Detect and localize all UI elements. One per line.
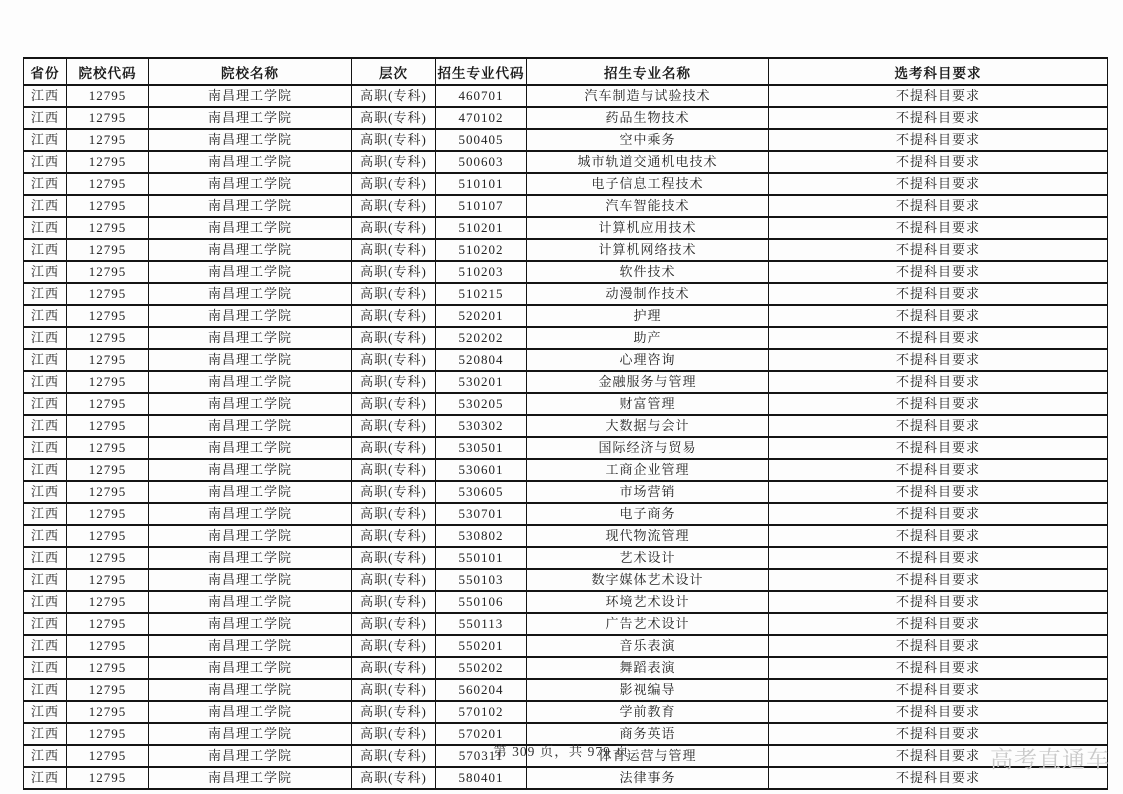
cell-province: 江西 bbox=[24, 371, 67, 393]
cell-province: 江西 bbox=[24, 195, 67, 217]
cell-major-name: 音乐表演 bbox=[527, 635, 769, 657]
table-row bbox=[24, 503, 1108, 525]
cell-major-code: 560204 bbox=[436, 679, 527, 701]
cell-province: 江西 bbox=[24, 393, 67, 415]
cell-college-name: 南昌理工学院 bbox=[149, 481, 352, 503]
cell-college-code: 12795 bbox=[67, 679, 149, 701]
cell-level: 高职(专科) bbox=[352, 129, 436, 151]
table-row bbox=[24, 305, 1108, 327]
cell-college-code: 12795 bbox=[67, 767, 149, 789]
table-row bbox=[24, 261, 1108, 283]
cell-province: 江西 bbox=[24, 635, 67, 657]
cell-level: 高职(专科) bbox=[352, 437, 436, 459]
cell-college-name: 南昌理工学院 bbox=[149, 459, 352, 481]
column-header-level: 层次 bbox=[352, 58, 436, 85]
cell-major-name: 广告艺术设计 bbox=[527, 613, 769, 635]
cell-college-code: 12795 bbox=[67, 745, 149, 767]
cell-major-name: 软件技术 bbox=[527, 261, 769, 283]
cell-major-name: 市场营销 bbox=[527, 481, 769, 503]
table-row bbox=[24, 393, 1108, 415]
cell-major-name: 助产 bbox=[527, 327, 769, 349]
cell-college-name: 南昌理工学院 bbox=[149, 173, 352, 195]
cell-subject-requirement: 不提科目要求 bbox=[769, 129, 1108, 151]
cell-college-name: 南昌理工学院 bbox=[149, 371, 352, 393]
cell-subject-requirement: 不提科目要求 bbox=[769, 635, 1108, 657]
cell-college-code: 12795 bbox=[67, 437, 149, 459]
table-row bbox=[24, 85, 1108, 107]
cell-college-name: 南昌理工学院 bbox=[149, 195, 352, 217]
cell-college-name: 南昌理工学院 bbox=[149, 723, 352, 745]
cell-level: 高职(专科) bbox=[352, 723, 436, 745]
cell-subject-requirement: 不提科目要求 bbox=[769, 393, 1108, 415]
cell-major-code: 470102 bbox=[436, 107, 527, 129]
cell-major-code: 570102 bbox=[436, 701, 527, 723]
cell-level: 高职(专科) bbox=[352, 393, 436, 415]
table-row bbox=[24, 415, 1108, 437]
admissions-table bbox=[23, 57, 1108, 790]
cell-college-code: 12795 bbox=[67, 393, 149, 415]
cell-major-code: 510203 bbox=[436, 261, 527, 283]
cell-major-name: 空中乘务 bbox=[527, 129, 769, 151]
cell-level: 高职(专科) bbox=[352, 261, 436, 283]
cell-college-name: 南昌理工学院 bbox=[149, 635, 352, 657]
cell-college-code: 12795 bbox=[67, 613, 149, 635]
column-header-major-code: 招生专业代码 bbox=[436, 58, 527, 85]
cell-province: 江西 bbox=[24, 85, 67, 107]
table-row bbox=[24, 129, 1108, 151]
cell-level: 高职(专科) bbox=[352, 745, 436, 767]
cell-major-name: 计算机应用技术 bbox=[527, 217, 769, 239]
cell-college-name: 南昌理工学院 bbox=[149, 701, 352, 723]
table-row bbox=[24, 657, 1108, 679]
cell-province: 江西 bbox=[24, 327, 67, 349]
cell-level: 高职(专科) bbox=[352, 459, 436, 481]
table-row bbox=[24, 525, 1108, 547]
cell-province: 江西 bbox=[24, 657, 67, 679]
cell-level: 高职(专科) bbox=[352, 239, 436, 261]
cell-college-code: 12795 bbox=[67, 173, 149, 195]
cell-college-code: 12795 bbox=[67, 635, 149, 657]
cell-college-name: 南昌理工学院 bbox=[149, 657, 352, 679]
cell-major-name: 工商企业管理 bbox=[527, 459, 769, 481]
cell-subject-requirement: 不提科目要求 bbox=[769, 723, 1108, 745]
cell-subject-requirement: 不提科目要求 bbox=[769, 481, 1108, 503]
cell-level: 高职(专科) bbox=[352, 415, 436, 437]
cell-college-code: 12795 bbox=[67, 371, 149, 393]
cell-subject-requirement: 不提科目要求 bbox=[769, 503, 1108, 525]
cell-college-name: 南昌理工学院 bbox=[149, 327, 352, 349]
cell-major-code: 500603 bbox=[436, 151, 527, 173]
table-row bbox=[24, 591, 1108, 613]
cell-province: 江西 bbox=[24, 261, 67, 283]
cell-college-code: 12795 bbox=[67, 151, 149, 173]
cell-college-code: 12795 bbox=[67, 657, 149, 679]
table-row bbox=[24, 371, 1108, 393]
cell-major-code: 510202 bbox=[436, 239, 527, 261]
cell-major-code: 550106 bbox=[436, 591, 527, 613]
table-row bbox=[24, 701, 1108, 723]
cell-major-code: 550113 bbox=[436, 613, 527, 635]
cell-major-code: 550202 bbox=[436, 657, 527, 679]
cell-subject-requirement: 不提科目要求 bbox=[769, 349, 1108, 371]
cell-province: 江西 bbox=[24, 217, 67, 239]
cell-major-name: 法律事务 bbox=[527, 767, 769, 789]
cell-college-code: 12795 bbox=[67, 547, 149, 569]
cell-level: 高职(专科) bbox=[352, 767, 436, 789]
cell-major-code: 550103 bbox=[436, 569, 527, 591]
cell-major-name: 财富管理 bbox=[527, 393, 769, 415]
cell-major-code: 530605 bbox=[436, 481, 527, 503]
cell-major-code: 510201 bbox=[436, 217, 527, 239]
cell-level: 高职(专科) bbox=[352, 569, 436, 591]
cell-major-name: 舞蹈表演 bbox=[527, 657, 769, 679]
cell-province: 江西 bbox=[24, 415, 67, 437]
cell-major-name: 商务英语 bbox=[527, 723, 769, 745]
cell-college-name: 南昌理工学院 bbox=[149, 415, 352, 437]
cell-major-code: 530701 bbox=[436, 503, 527, 525]
cell-college-name: 南昌理工学院 bbox=[149, 547, 352, 569]
cell-subject-requirement: 不提科目要求 bbox=[769, 591, 1108, 613]
cell-college-code: 12795 bbox=[67, 569, 149, 591]
cell-major-code: 500405 bbox=[436, 129, 527, 151]
cell-level: 高职(专科) bbox=[352, 371, 436, 393]
column-header-college-name: 院校名称 bbox=[149, 58, 352, 85]
cell-subject-requirement: 不提科目要求 bbox=[769, 701, 1108, 723]
cell-major-code: 530201 bbox=[436, 371, 527, 393]
cell-province: 江西 bbox=[24, 481, 67, 503]
cell-major-code: 510215 bbox=[436, 283, 527, 305]
cell-major-name: 汽车制造与试验技术 bbox=[527, 85, 769, 107]
cell-college-name: 南昌理工学院 bbox=[149, 85, 352, 107]
cell-college-code: 12795 bbox=[67, 701, 149, 723]
cell-major-name: 影视编导 bbox=[527, 679, 769, 701]
cell-major-code: 520804 bbox=[436, 349, 527, 371]
cell-province: 江西 bbox=[24, 173, 67, 195]
cell-major-name: 艺术设计 bbox=[527, 547, 769, 569]
column-header-province: 省份 bbox=[24, 58, 67, 85]
cell-college-code: 12795 bbox=[67, 327, 149, 349]
cell-major-name: 学前教育 bbox=[527, 701, 769, 723]
table-row bbox=[24, 481, 1108, 503]
cell-college-name: 南昌理工学院 bbox=[149, 239, 352, 261]
cell-province: 江西 bbox=[24, 613, 67, 635]
cell-province: 江西 bbox=[24, 437, 67, 459]
cell-college-name: 南昌理工学院 bbox=[149, 217, 352, 239]
cell-level: 高职(专科) bbox=[352, 657, 436, 679]
cell-subject-requirement: 不提科目要求 bbox=[769, 415, 1108, 437]
cell-subject-requirement: 不提科目要求 bbox=[769, 151, 1108, 173]
cell-subject-requirement: 不提科目要求 bbox=[769, 679, 1108, 701]
cell-level: 高职(专科) bbox=[352, 547, 436, 569]
cell-subject-requirement: 不提科目要求 bbox=[769, 85, 1108, 107]
cell-college-code: 12795 bbox=[67, 349, 149, 371]
cell-major-code: 460701 bbox=[436, 85, 527, 107]
cell-province: 江西 bbox=[24, 679, 67, 701]
cell-college-name: 南昌理工学院 bbox=[149, 393, 352, 415]
cell-college-name: 南昌理工学院 bbox=[149, 767, 352, 789]
cell-level: 高职(专科) bbox=[352, 349, 436, 371]
cell-college-code: 12795 bbox=[67, 503, 149, 525]
cell-major-name: 数字媒体艺术设计 bbox=[527, 569, 769, 591]
cell-major-name: 大数据与会计 bbox=[527, 415, 769, 437]
cell-level: 高职(专科) bbox=[352, 173, 436, 195]
cell-level: 高职(专科) bbox=[352, 679, 436, 701]
cell-province: 江西 bbox=[24, 569, 67, 591]
cell-major-name: 汽车智能技术 bbox=[527, 195, 769, 217]
cell-major-name: 环境艺术设计 bbox=[527, 591, 769, 613]
table-row bbox=[24, 547, 1108, 569]
cell-level: 高职(专科) bbox=[352, 613, 436, 635]
cell-college-name: 南昌理工学院 bbox=[149, 525, 352, 547]
cell-subject-requirement: 不提科目要求 bbox=[769, 239, 1108, 261]
cell-subject-requirement: 不提科目要求 bbox=[769, 305, 1108, 327]
cell-subject-requirement: 不提科目要求 bbox=[769, 613, 1108, 635]
cell-subject-requirement: 不提科目要求 bbox=[769, 437, 1108, 459]
cell-major-code: 510101 bbox=[436, 173, 527, 195]
cell-subject-requirement: 不提科目要求 bbox=[769, 459, 1108, 481]
cell-subject-requirement: 不提科目要求 bbox=[769, 283, 1108, 305]
cell-province: 江西 bbox=[24, 459, 67, 481]
cell-level: 高职(专科) bbox=[352, 481, 436, 503]
cell-major-name: 城市轨道交通机电技术 bbox=[527, 151, 769, 173]
table-body bbox=[24, 85, 1108, 789]
cell-subject-requirement: 不提科目要求 bbox=[769, 547, 1108, 569]
table-row bbox=[24, 327, 1108, 349]
cell-province: 江西 bbox=[24, 283, 67, 305]
cell-province: 江西 bbox=[24, 503, 67, 525]
cell-level: 高职(专科) bbox=[352, 327, 436, 349]
cell-major-name: 电子商务 bbox=[527, 503, 769, 525]
cell-province: 江西 bbox=[24, 701, 67, 723]
cell-level: 高职(专科) bbox=[352, 283, 436, 305]
cell-college-name: 南昌理工学院 bbox=[149, 283, 352, 305]
cell-major-code: 570311 bbox=[436, 745, 527, 767]
cell-subject-requirement: 不提科目要求 bbox=[769, 327, 1108, 349]
cell-college-name: 南昌理工学院 bbox=[149, 151, 352, 173]
table-row bbox=[24, 569, 1108, 591]
cell-college-code: 12795 bbox=[67, 305, 149, 327]
cell-college-code: 12795 bbox=[67, 481, 149, 503]
cell-college-code: 12795 bbox=[67, 261, 149, 283]
page-indicator: 第 309 页，共 979 页 bbox=[493, 744, 630, 759]
cell-subject-requirement: 不提科目要求 bbox=[769, 261, 1108, 283]
cell-college-code: 12795 bbox=[67, 591, 149, 613]
cell-province: 江西 bbox=[24, 591, 67, 613]
cell-level: 高职(专科) bbox=[352, 85, 436, 107]
cell-major-code: 530205 bbox=[436, 393, 527, 415]
cell-major-name: 计算机网络技术 bbox=[527, 239, 769, 261]
cell-subject-requirement: 不提科目要求 bbox=[769, 767, 1108, 789]
cell-college-name: 南昌理工学院 bbox=[149, 569, 352, 591]
cell-province: 江西 bbox=[24, 151, 67, 173]
cell-level: 高职(专科) bbox=[352, 635, 436, 657]
cell-subject-requirement: 不提科目要求 bbox=[769, 745, 1108, 767]
cell-level: 高职(专科) bbox=[352, 305, 436, 327]
cell-level: 高职(专科) bbox=[352, 701, 436, 723]
cell-level: 高职(专科) bbox=[352, 591, 436, 613]
cell-college-name: 南昌理工学院 bbox=[149, 261, 352, 283]
cell-college-name: 南昌理工学院 bbox=[149, 437, 352, 459]
table-row bbox=[24, 107, 1108, 129]
cell-college-code: 12795 bbox=[67, 459, 149, 481]
cell-major-code: 510107 bbox=[436, 195, 527, 217]
cell-college-code: 12795 bbox=[67, 415, 149, 437]
table-row bbox=[24, 217, 1108, 239]
cell-major-code: 580401 bbox=[436, 767, 527, 789]
cell-college-name: 南昌理工学院 bbox=[149, 745, 352, 767]
cell-level: 高职(专科) bbox=[352, 217, 436, 239]
cell-college-code: 12795 bbox=[67, 723, 149, 745]
watermark: 高考直通车 bbox=[990, 747, 1110, 772]
cell-major-code: 530802 bbox=[436, 525, 527, 547]
cell-province: 江西 bbox=[24, 349, 67, 371]
cell-college-name: 南昌理工学院 bbox=[149, 129, 352, 151]
column-header-subject-requirement: 选考科目要求 bbox=[769, 58, 1108, 85]
cell-major-name: 国际经济与贸易 bbox=[527, 437, 769, 459]
cell-major-code: 550101 bbox=[436, 547, 527, 569]
cell-major-code: 530302 bbox=[436, 415, 527, 437]
cell-level: 高职(专科) bbox=[352, 151, 436, 173]
cell-major-code: 550201 bbox=[436, 635, 527, 657]
cell-province: 江西 bbox=[24, 525, 67, 547]
cell-college-code: 12795 bbox=[67, 85, 149, 107]
table-row bbox=[24, 151, 1108, 173]
cell-subject-requirement: 不提科目要求 bbox=[769, 107, 1108, 129]
cell-major-name: 药品生物技术 bbox=[527, 107, 769, 129]
cell-college-name: 南昌理工学院 bbox=[149, 349, 352, 371]
table-row bbox=[24, 635, 1108, 657]
cell-province: 江西 bbox=[24, 129, 67, 151]
cell-subject-requirement: 不提科目要求 bbox=[769, 173, 1108, 195]
cell-level: 高职(专科) bbox=[352, 503, 436, 525]
cell-college-name: 南昌理工学院 bbox=[149, 503, 352, 525]
table-row bbox=[24, 239, 1108, 261]
cell-level: 高职(专科) bbox=[352, 107, 436, 129]
table-row bbox=[24, 195, 1108, 217]
cell-major-code: 530501 bbox=[436, 437, 527, 459]
cell-college-code: 12795 bbox=[67, 525, 149, 547]
cell-college-name: 南昌理工学院 bbox=[149, 591, 352, 613]
cell-major-code: 570201 bbox=[436, 723, 527, 745]
cell-college-code: 12795 bbox=[67, 239, 149, 261]
cell-subject-requirement: 不提科目要求 bbox=[769, 217, 1108, 239]
table-row bbox=[24, 437, 1108, 459]
cell-college-name: 南昌理工学院 bbox=[149, 107, 352, 129]
cell-province: 江西 bbox=[24, 239, 67, 261]
cell-college-name: 南昌理工学院 bbox=[149, 613, 352, 635]
cell-major-name: 心理咨询 bbox=[527, 349, 769, 371]
cell-major-name: 电子信息工程技术 bbox=[527, 173, 769, 195]
cell-subject-requirement: 不提科目要求 bbox=[769, 195, 1108, 217]
table-row bbox=[24, 679, 1108, 701]
cell-province: 江西 bbox=[24, 107, 67, 129]
cell-province: 江西 bbox=[24, 767, 67, 789]
cell-major-name: 动漫制作技术 bbox=[527, 283, 769, 305]
cell-college-code: 12795 bbox=[67, 107, 149, 129]
cell-level: 高职(专科) bbox=[352, 525, 436, 547]
cell-major-code: 530601 bbox=[436, 459, 527, 481]
cell-college-code: 12795 bbox=[67, 195, 149, 217]
cell-subject-requirement: 不提科目要求 bbox=[769, 657, 1108, 679]
table-row bbox=[24, 349, 1108, 371]
cell-subject-requirement: 不提科目要求 bbox=[769, 371, 1108, 393]
cell-major-name: 金融服务与管理 bbox=[527, 371, 769, 393]
cell-subject-requirement: 不提科目要求 bbox=[769, 525, 1108, 547]
cell-major-name: 体育运营与管理 bbox=[527, 745, 769, 767]
cell-college-code: 12795 bbox=[67, 129, 149, 151]
cell-college-name: 南昌理工学院 bbox=[149, 305, 352, 327]
cell-major-name: 护理 bbox=[527, 305, 769, 327]
table-row bbox=[24, 173, 1108, 195]
table-row bbox=[24, 459, 1108, 481]
cell-major-code: 520202 bbox=[436, 327, 527, 349]
cell-province: 江西 bbox=[24, 305, 67, 327]
cell-major-name: 现代物流管理 bbox=[527, 525, 769, 547]
column-header-major-name: 招生专业名称 bbox=[527, 58, 769, 85]
cell-province: 江西 bbox=[24, 723, 67, 745]
table-row bbox=[24, 613, 1108, 635]
table-row bbox=[24, 767, 1108, 789]
cell-province: 江西 bbox=[24, 745, 67, 767]
table-row bbox=[24, 283, 1108, 305]
column-header-college-code: 院校代码 bbox=[67, 58, 149, 85]
cell-province: 江西 bbox=[24, 547, 67, 569]
table-header-row bbox=[24, 58, 1108, 85]
cell-college-name: 南昌理工学院 bbox=[149, 679, 352, 701]
cell-college-code: 12795 bbox=[67, 217, 149, 239]
cell-level: 高职(专科) bbox=[352, 195, 436, 217]
cell-subject-requirement: 不提科目要求 bbox=[769, 569, 1108, 591]
cell-college-code: 12795 bbox=[67, 283, 149, 305]
cell-major-code: 520201 bbox=[436, 305, 527, 327]
